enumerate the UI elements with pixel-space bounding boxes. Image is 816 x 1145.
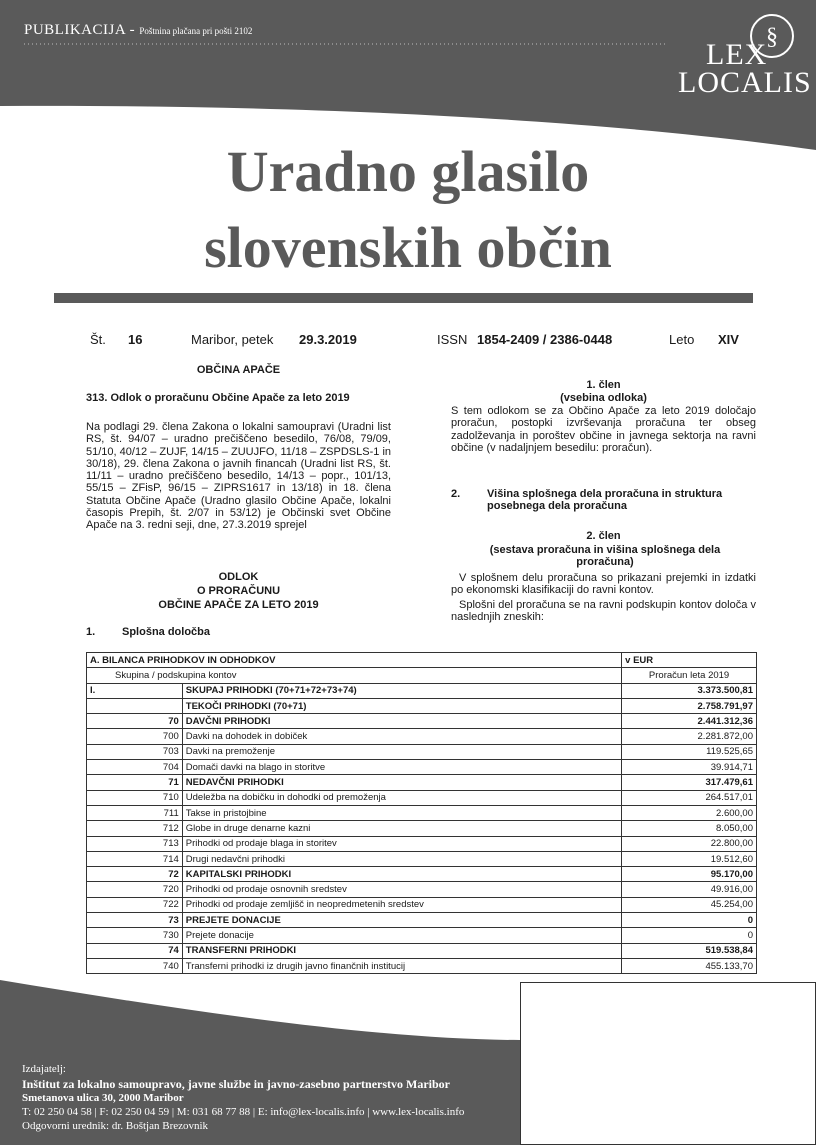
postage-note: Poštnina plačana pri pošti 2102 bbox=[139, 26, 253, 36]
account-name: DAVČNI PRIHODKI bbox=[182, 714, 621, 729]
account-code: 740 bbox=[87, 958, 183, 973]
section2-number: 2. bbox=[451, 488, 461, 500]
account-code: 710 bbox=[87, 790, 183, 805]
account-name: Globe in druge denarne kazni bbox=[182, 821, 621, 836]
account-code: 71 bbox=[87, 775, 183, 790]
account-name: Drugi nedavčni prihodki bbox=[182, 851, 621, 866]
preamble-text: Na podlagi 29. člena Zakona o lokalni samoupravi (Uradni list RS, št. 94/07 – uradno prečiščeno besedilo, 76/08, 79/09, 51/10, 40/12 – ZUJF, 14/15 – ZUUJFO, 11/18 – ZSPDSLS-1 in 30/18), 29. člena Zakona o javnih financah (Uradni list RS, št. 11/11 – uradno prečiščeno besedilo, 14/13 – popr., 101/13, 55/15 – ZFisP, 96/15 – ZIPRS1617 in 13/18) in 18. člena Statuta Občine Apače (Uradno glasilo Občine Apače, lokalni časopis Prepih, št. 2/07 in 53/12) je Občinski svet Občine Apače na 3. redni seji, dne, 27.3.2019 sprejel bbox=[86, 421, 391, 532]
budget-amount: 3.373.500,81 bbox=[622, 683, 757, 698]
table-header-row bbox=[87, 653, 757, 668]
table-row bbox=[87, 775, 757, 790]
budget-amount: 45.254,00 bbox=[622, 897, 757, 912]
logo-localis: LOCALIS bbox=[678, 66, 812, 99]
table-row bbox=[87, 805, 757, 820]
issn-number: 1854-2409 / 2386-0448 bbox=[477, 332, 613, 347]
table-row bbox=[87, 821, 757, 836]
table-row bbox=[87, 683, 757, 698]
table-row bbox=[87, 913, 757, 928]
publication-label: PUBLIKACIJA - bbox=[24, 22, 136, 38]
clen2-paragraph2: Splošni del proračuna se na ravni podskupin kontov določa v naslednjih zneskih: bbox=[451, 599, 756, 624]
budget-amount: 317.479,61 bbox=[622, 775, 757, 790]
issue-number-label: Št. bbox=[90, 332, 106, 347]
section2-title: Višina splošnega dela proračuna in struktura posebnega dela proračuna bbox=[487, 488, 723, 513]
account-code: 704 bbox=[87, 760, 183, 775]
odlok-line3: OBČINE APAČE ZA LETO 2019 bbox=[158, 599, 319, 611]
budget-amount: 39.914,71 bbox=[622, 760, 757, 775]
budget-amount: 455.133,70 bbox=[622, 958, 757, 973]
account-name: Prihodki od prodaje zemljišč in neopredmetenih sredstev bbox=[182, 897, 621, 912]
account-code: 711 bbox=[87, 805, 183, 820]
clen2-title: 2. člen bbox=[586, 530, 621, 542]
account-code: 722 bbox=[87, 897, 183, 912]
clen1-title: 1. člen bbox=[586, 379, 621, 391]
publisher-contact: T: 02 250 04 58 | F: 02 250 04 59 | M: 031 68 77 88 | E: info@lex-localis.info | www.lex-localis.info bbox=[22, 1106, 465, 1118]
budget-amount: 519.538,84 bbox=[622, 943, 757, 958]
budget-amount: 95.170,00 bbox=[622, 867, 757, 882]
account-name: NEDAVČNI PRIHODKI bbox=[182, 775, 621, 790]
account-name: Prihodki od prodaje osnovnih sredstev bbox=[182, 882, 621, 897]
budget-amount: 49.916,00 bbox=[622, 882, 757, 897]
budget-amount: 2.600,00 bbox=[622, 805, 757, 820]
account-name: Udeležba na dobičku in dohodki od premoženja bbox=[182, 790, 621, 805]
table-row bbox=[87, 943, 757, 958]
gazette-title-line1: Uradno glasilo bbox=[226, 139, 590, 204]
budget-table bbox=[86, 652, 757, 974]
table-row bbox=[87, 851, 757, 866]
account-code: 700 bbox=[87, 729, 183, 744]
section-symbol-icon: § bbox=[766, 24, 778, 50]
account-name: Domači davki na blago in storitve bbox=[182, 760, 621, 775]
table-title: A. BILANCA PRIHODKOV IN ODHODKOV bbox=[87, 653, 622, 668]
budget-amount: 19.512,60 bbox=[622, 851, 757, 866]
account-code: 713 bbox=[87, 836, 183, 851]
table-row bbox=[87, 897, 757, 912]
publisher-address: Smetanova ulica 30, 2000 Maribor bbox=[22, 1092, 184, 1104]
account-name: Takse in pristojbine bbox=[182, 805, 621, 820]
table-row bbox=[87, 760, 757, 775]
table-subheader-row bbox=[87, 668, 757, 683]
table-row bbox=[87, 729, 757, 744]
address-label-box bbox=[520, 982, 816, 1145]
gazette-title-line2: slovenskih občin bbox=[204, 215, 612, 280]
clen2-paragraph1: V splošnem delu proračuna so prikazani prejemki in izdatki po ekonomski klasifikaciji do ravni kontov. bbox=[451, 572, 756, 597]
table-budget-header: Proračun leta 2019 bbox=[622, 668, 757, 683]
publisher-label: Izdajatelj: bbox=[22, 1063, 66, 1075]
account-code: 720 bbox=[87, 882, 183, 897]
account-name: PREJETE DONACIJE bbox=[182, 913, 621, 928]
publisher-name: Inštitut za lokalno samoupravo, javne službe in javno-zasebno partnerstvo Maribor bbox=[22, 1077, 451, 1091]
account-name: TEKOČI PRIHODKI (70+71) bbox=[182, 698, 621, 713]
responsible-editor: Odgovorni urednik: dr. Boštjan Brezovnik bbox=[22, 1120, 209, 1132]
issue-date: 29.3.2019 bbox=[299, 332, 357, 347]
table-unit: v EUR bbox=[622, 653, 757, 668]
budget-amount: 0 bbox=[622, 928, 757, 943]
table-row bbox=[87, 714, 757, 729]
table-group-header: Skupina / podskupina kontov bbox=[87, 668, 622, 683]
account-name: Prihodki od prodaje blaga in storitev bbox=[182, 836, 621, 851]
budget-amount: 8.050,00 bbox=[622, 821, 757, 836]
act-title: 313. Odlok o proračunu Občine Apače za leto 2019 bbox=[86, 392, 350, 404]
account-code bbox=[87, 698, 183, 713]
account-name: KAPITALSKI PRIHODKI bbox=[182, 867, 621, 882]
account-name: Transferni prihodki iz drugih javno finančnih institucij bbox=[182, 958, 621, 973]
account-name: SKUPAJ PRIHODKI (70+71+72+73+74) bbox=[182, 683, 621, 698]
budget-amount: 2.281.872,00 bbox=[622, 729, 757, 744]
budget-amount: 2.758.791,97 bbox=[622, 698, 757, 713]
odlok-line1: ODLOK bbox=[218, 571, 259, 583]
clen1-text: S tem odlokom se za Občino Apače za leto 2019 določajo proračun, postopki izvrševanja proračuna ter obseg zadolževanja in poroštev občine in javnega sektorja na ravni občine (v nadaljnjem besedilu: proračun). bbox=[451, 405, 756, 454]
account-name: TRANSFERNI PRIHODKI bbox=[182, 943, 621, 958]
budget-amount: 0 bbox=[622, 913, 757, 928]
budget-amount: 264.517,01 bbox=[622, 790, 757, 805]
clen2-subtitle: (sestava proračuna in višina splošnega dela proračuna) bbox=[489, 544, 721, 569]
issn-label: ISSN bbox=[437, 332, 468, 347]
account-code: 703 bbox=[87, 744, 183, 759]
table-row bbox=[87, 698, 757, 713]
table-row bbox=[87, 867, 757, 882]
account-code: 730 bbox=[87, 928, 183, 943]
account-code: 72 bbox=[87, 867, 183, 882]
title-divider bbox=[54, 293, 753, 303]
issue-number: 16 bbox=[128, 332, 143, 347]
account-code: 73 bbox=[87, 913, 183, 928]
year-label: Leto bbox=[669, 332, 695, 347]
logo-lex: LEX bbox=[706, 38, 768, 71]
account-code: 74 bbox=[87, 943, 183, 958]
publication-line bbox=[24, 22, 252, 39]
table-row bbox=[87, 928, 757, 943]
table-row bbox=[87, 790, 757, 805]
account-code: 714 bbox=[87, 851, 183, 866]
table-row bbox=[87, 744, 757, 759]
budget-amount: 2.441.312,36 bbox=[622, 714, 757, 729]
budget-amount: 22.800,00 bbox=[622, 836, 757, 851]
table-row bbox=[87, 836, 757, 851]
table-row bbox=[87, 882, 757, 897]
municipality-name: OBČINA APAČE bbox=[196, 364, 281, 376]
account-code: 70 bbox=[87, 714, 183, 729]
account-name: Davki na dohodek in dobiček bbox=[182, 729, 621, 744]
account-code: 712 bbox=[87, 821, 183, 836]
account-name: Prejete donacije bbox=[182, 928, 621, 943]
clen1-subtitle: (vsebina odloka) bbox=[560, 392, 647, 404]
budget-amount: 119.525,65 bbox=[622, 744, 757, 759]
year-number: XIV bbox=[718, 332, 739, 347]
issue-place: Maribor, petek bbox=[191, 332, 274, 347]
table-row bbox=[87, 958, 757, 973]
section1-number: 1. bbox=[86, 626, 96, 638]
odlok-line2: O PRORAČUNU bbox=[196, 585, 281, 597]
account-name: Davki na premoženje bbox=[182, 744, 621, 759]
account-code: I. bbox=[87, 683, 183, 698]
section1-title: Splošna določba bbox=[122, 626, 211, 638]
